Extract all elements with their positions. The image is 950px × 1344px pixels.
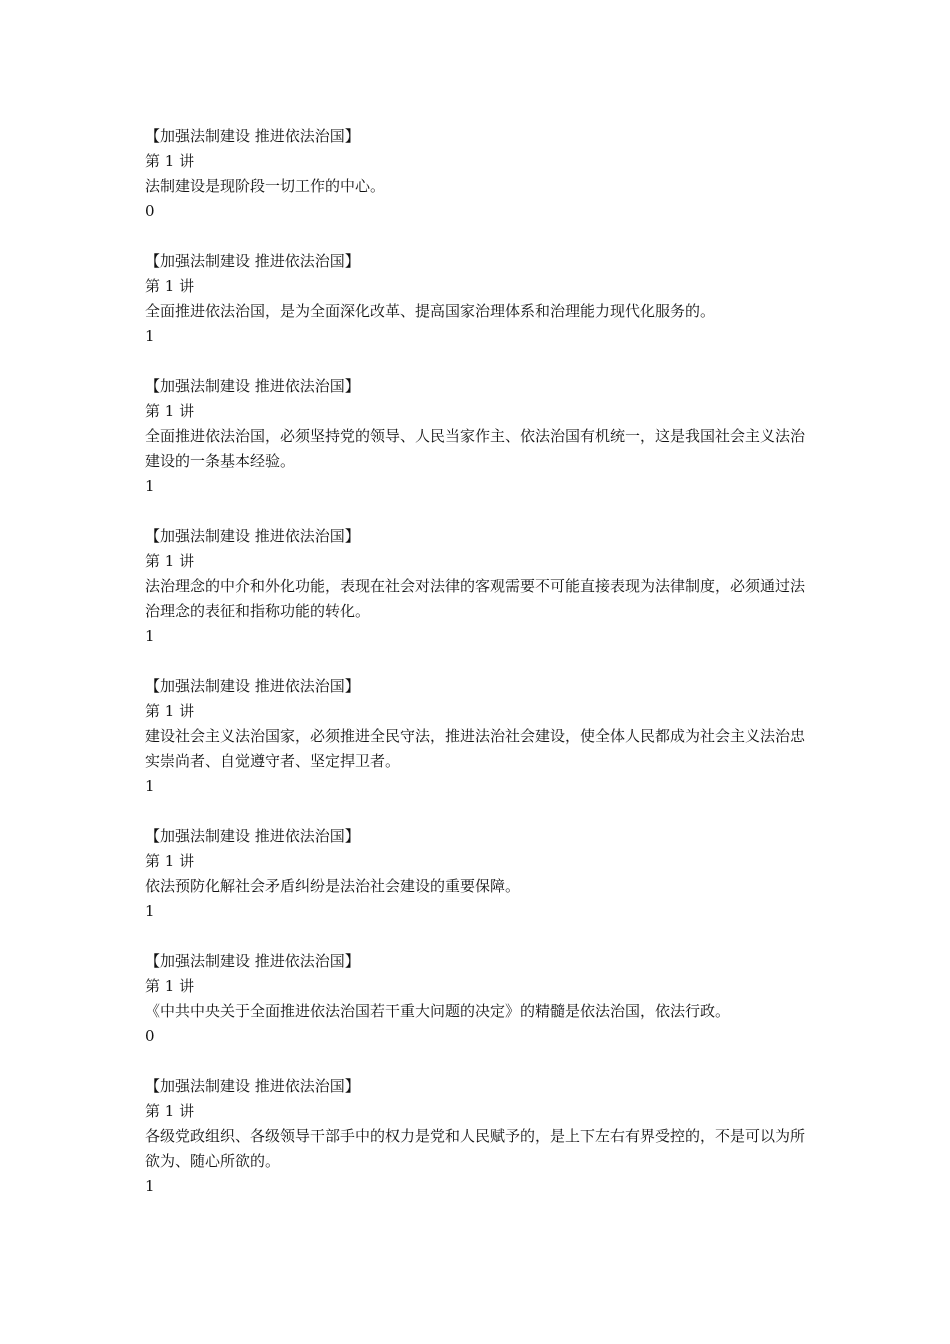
- section-title: 【加强法制建设 推进依法治国】: [145, 827, 360, 845]
- section-title: 【加强法制建设 推进依法治国】: [145, 952, 360, 970]
- question-statement: 《中共中央关于全面推进依法治国若干重大问题的决定》的精髓是依法治国，依法行政。: [145, 1002, 731, 1020]
- lecture-label: 第 1 讲: [145, 1102, 195, 1120]
- question-statement: 全面推进依法治国，是为全面深化改革、提高国家治理体系和治理能力现代化服务的。: [145, 302, 716, 320]
- question-item: [145, 524, 810, 649]
- section-title: 【加强法制建设 推进依法治国】: [145, 377, 360, 395]
- question-statement: 法治理念的中介和外化功能，表现在社会对法律的客观需要不可能直接表现为法律制度，必须通过法治理念的表征和指称功能的转化。: [145, 577, 806, 620]
- answer-value: 1: [145, 777, 155, 795]
- question-item: [145, 949, 810, 1049]
- question-item: [145, 249, 810, 349]
- lecture-label: 第 1 讲: [145, 702, 195, 720]
- question-statement: 全面推进依法治国，必须坚持党的领导、人民当家作主、依法治国有机统一，这是我国社会主义法治建设的一条基本经验。: [145, 427, 806, 470]
- answer-value: 1: [145, 627, 155, 645]
- section-title: 【加强法制建设 推进依法治国】: [145, 1077, 360, 1095]
- question-statement: 各级党政组织、各级领导干部手中的权力是党和人民赋予的，是上下左右有界受控的，不是可以为所欲为、随心所欲的。: [145, 1127, 806, 1170]
- lecture-label: 第 1 讲: [145, 152, 195, 170]
- section-title: 【加强法制建设 推进依法治国】: [145, 127, 360, 145]
- answer-value: 1: [145, 902, 155, 920]
- lecture-label: 第 1 讲: [145, 277, 195, 295]
- lecture-label: 第 1 讲: [145, 552, 195, 570]
- answer-value: 0: [145, 202, 155, 220]
- question-statement: 建设社会主义法治国家，必须推进全民守法，推进法治社会建设，使全体人民都成为社会主义法治忠实崇尚者、自觉遵守者、坚定捍卫者。: [145, 727, 806, 770]
- question-statement: 法制建设是现阶段一切工作的中心。: [145, 177, 386, 195]
- question-item: [145, 1074, 810, 1199]
- section-title: 【加强法制建设 推进依法治国】: [145, 677, 360, 695]
- question-item: [145, 674, 810, 799]
- section-title: 【加强法制建设 推进依法治国】: [145, 252, 360, 270]
- lecture-label: 第 1 讲: [145, 402, 195, 420]
- document-page: [145, 124, 810, 1224]
- question-item: [145, 824, 810, 924]
- question-item: [145, 374, 810, 499]
- question-statement: 依法预防化解社会矛盾纠纷是法治社会建设的重要保障。: [145, 877, 521, 895]
- lecture-label: 第 1 讲: [145, 852, 195, 870]
- answer-value: 0: [145, 1027, 155, 1045]
- question-item: [145, 124, 810, 224]
- answer-value: 1: [145, 327, 155, 345]
- answer-value: 1: [145, 1177, 155, 1195]
- lecture-label: 第 1 讲: [145, 977, 195, 995]
- section-title: 【加强法制建设 推进依法治国】: [145, 527, 360, 545]
- answer-value: 1: [145, 477, 155, 495]
